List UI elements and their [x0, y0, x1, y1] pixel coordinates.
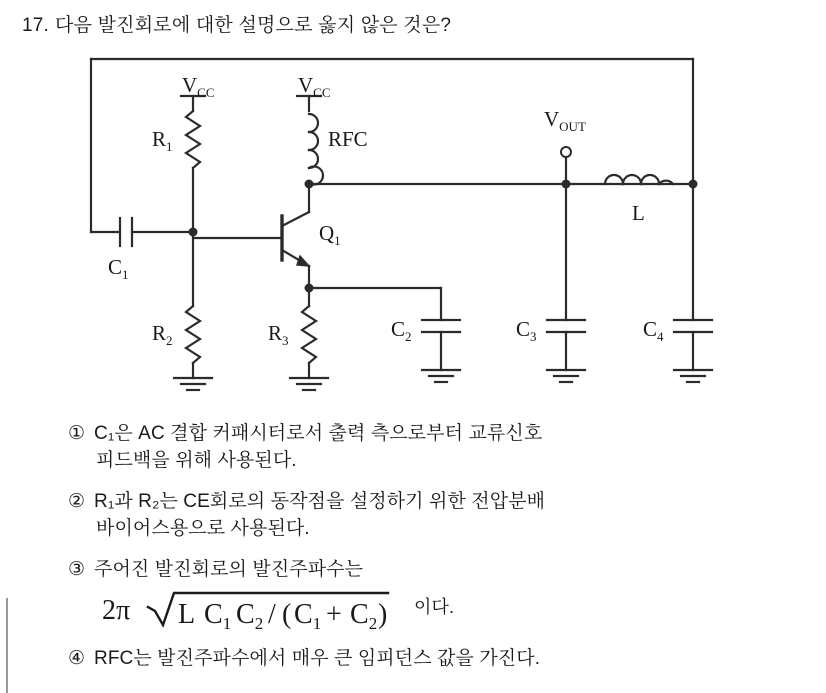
answer-choice-1[interactable] — [68, 420, 808, 474]
choice-marker-2: ② — [68, 491, 86, 512]
label-vcc-right: $V_{CC}$ — [298, 73, 331, 100]
answer-choice-3[interactable] — [68, 556, 808, 631]
answer-choice-2[interactable] — [68, 488, 808, 542]
choice-2-line1: R₁과 R₂는 CE회로의 동작점을 설정하기 위한 전압분배 — [94, 491, 546, 512]
formula-inductance: L — [178, 599, 196, 630]
choice-body-2 — [94, 488, 808, 542]
formula-slash: / — [268, 599, 276, 630]
formula-plus: + — [326, 599, 342, 630]
question-text: 다음 발진회로에 대한 설명으로 옳지 않은 것은? — [55, 15, 452, 36]
oscillation-frequency-formula — [100, 585, 400, 631]
label-r1: $R_1$ — [152, 127, 173, 154]
choice-marker-1: ① — [68, 423, 86, 444]
formula-c1: $C_1$ — [204, 599, 232, 631]
choice-body-4 — [94, 645, 808, 672]
label-c1: $C_1$ — [108, 255, 129, 282]
choice-body-3 — [94, 556, 808, 631]
label-rfc: RFC — [328, 127, 368, 151]
choice-2-line2: 바이어스용으로 사용된다. — [96, 518, 310, 539]
label-c4: $C_4$ — [643, 317, 664, 344]
label-vout: $V_{OUT}$ — [544, 107, 586, 134]
label-vcc-left: $V_{CC}$ — [182, 73, 215, 100]
formula-two-pi: 2π — [102, 595, 131, 626]
label-r2: $R_2$ — [152, 321, 173, 348]
choice-3-formula-suffix: 이다. — [414, 596, 455, 617]
label-c3: $C_3$ — [516, 317, 537, 344]
answer-choice-list — [68, 420, 808, 686]
formula-close-paren: ) — [378, 599, 388, 630]
answer-choice-4[interactable] — [68, 645, 808, 672]
label-l: L — [632, 201, 645, 225]
question-number: 17. — [22, 15, 50, 36]
label-q1: $Q_1$ — [319, 221, 341, 248]
circuit-figure — [60, 48, 760, 393]
choice-marker-4: ④ — [68, 648, 86, 669]
choice-3-line1: 주어진 발진회로의 발진주파수는 — [94, 559, 364, 580]
choice-1-line1: C₁은 AC 결합 커패시터로서 출력 측으로부터 교류신호 — [94, 423, 543, 444]
label-r3: $R_3$ — [268, 321, 289, 348]
choice-1-line2: 피드백을 위해 사용된다. — [96, 450, 297, 471]
choice-body-1 — [94, 420, 808, 474]
formula-c2-denom: $C_2$ — [350, 599, 378, 631]
page-title — [22, 10, 451, 37]
choice-4-line1: RFC는 발진주파수에서 매우 큰 임피던스 값을 가진다. — [94, 648, 541, 669]
circuit-diagram — [60, 48, 760, 393]
label-c2: $C_2$ — [391, 317, 412, 344]
page-margin-rule — [6, 598, 8, 693]
formula-c2: $C_2$ — [236, 599, 264, 631]
formula-open-paren: ( — [282, 599, 292, 630]
choice-marker-3: ③ — [68, 559, 86, 580]
formula-c1-denom: $C_1$ — [294, 599, 322, 631]
choice-3-formula-row — [100, 585, 808, 631]
